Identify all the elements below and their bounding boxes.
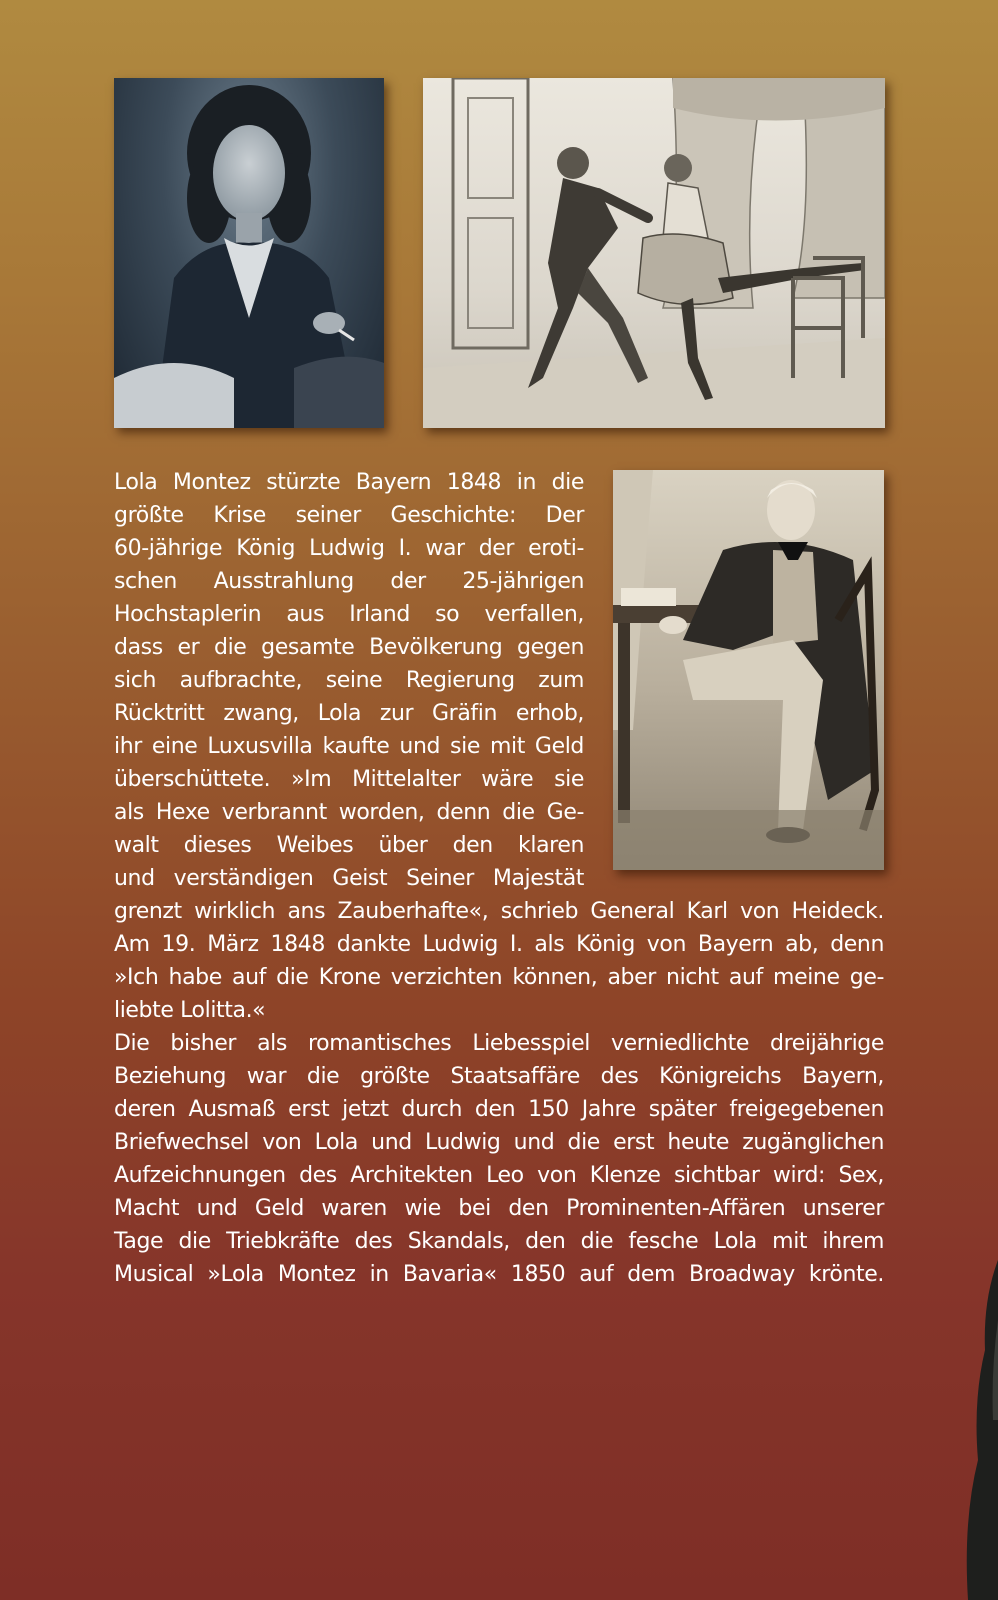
text-line: Am 19. März 1848 dankte Ludwig I. als König von Bayern ab, denn — [114, 932, 884, 957]
text-line: »Ich habe auf die Krone verzichten können, aber nicht auf meine ge- — [114, 965, 884, 990]
portrait-photo-icon — [114, 78, 384, 428]
text-line: deren Ausmaß erst jetzt durch den 150 Jahre später freigegebenen — [114, 1097, 884, 1122]
text-line: Beziehung war die größte Staatsaffäre des Königreichs Bayern, — [114, 1064, 884, 1089]
text-line: sich aufbrachte, seine Regierung zum — [114, 668, 584, 693]
text-line: Lola Montez stürzte Bayern 1848 in die — [114, 470, 584, 495]
text-line: größte Krise seiner Geschichte: Der — [114, 503, 584, 528]
text-line: Aufzeichnungen des Architekten Leo von Klenze sichtbar wird: Sex, — [114, 1163, 884, 1188]
text-line: dass er die gesamte Bevölkerung gegen — [114, 635, 584, 660]
photo-dance-engraving — [423, 78, 885, 428]
text-line: grenzt wirklich ans Zauberhafte«, schrieb General Karl von Heideck. — [114, 899, 884, 924]
text-line: Musical »Lola Montez in Bavaria« 1850 auf dem Broadway krönte. — [114, 1262, 884, 1287]
text-line: Tage die Triebkräfte des Skandals, den die fesche Lola mit ihrem — [114, 1229, 884, 1254]
text-line: Rücktritt zwang, Lola zur Gräfin erhob, — [114, 701, 584, 726]
text-line: und verständigen Geist Seiner Majestät — [114, 866, 584, 891]
text-line: 60-jährige König Ludwig I. war der eroti- — [114, 536, 584, 561]
text-line: Macht und Geld waren wie bei den Prominenten-Affären unserer — [114, 1196, 884, 1221]
portrait-photo-icon — [613, 470, 884, 870]
text-line: Briefwechsel von Lola und Ludwig und die erst heute zugänglichen — [114, 1130, 884, 1155]
text-line: Hochstaplerin aus Irland so verfallen, — [114, 602, 584, 627]
text-line: walt dieses Weibes über den klaren — [114, 833, 584, 858]
cover-figure-silhouette — [943, 1260, 998, 1600]
photo-lola-portrait — [114, 78, 384, 428]
text-line: überschüttete. »Im Mittelalter wäre sie — [114, 767, 584, 792]
paragraph-1-narrow-column — [114, 466, 584, 895]
text-line: Die bisher als romantisches Liebesspiel verniedlichte dreijährige — [114, 1031, 884, 1056]
paragraph-1-wide-column — [114, 895, 884, 1027]
text-line: als Hexe verbrannt worden, denn die Ge- — [114, 800, 584, 825]
text-line: schen Ausstrahlung der 25-jährigen — [114, 569, 584, 594]
engraving-icon — [423, 78, 885, 428]
text-line: ihr eine Luxusvilla kaufte und sie mit Geld — [114, 734, 584, 759]
text-line: liebte Lolitta.« — [114, 998, 266, 1023]
photo-ludwig-portrait — [613, 470, 884, 870]
paragraph-2 — [114, 1027, 884, 1291]
